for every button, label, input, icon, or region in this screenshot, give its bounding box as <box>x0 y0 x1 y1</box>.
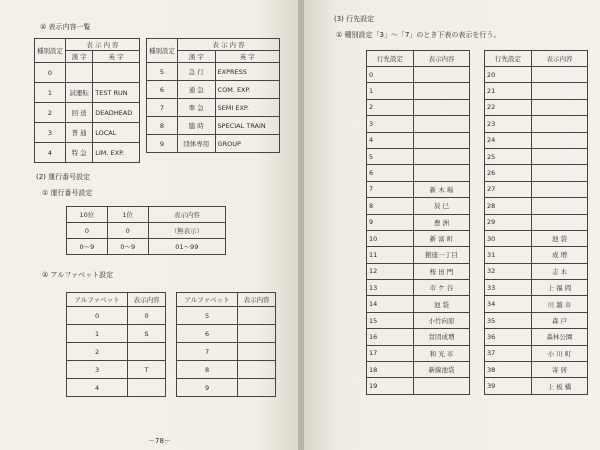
destination-row <box>367 362 470 378</box>
destination-name <box>532 116 588 132</box>
destination-row <box>367 148 470 164</box>
cell-kind: 1 <box>35 83 66 103</box>
destination-row <box>485 198 588 214</box>
header-destination: 行先設定 <box>367 51 414 67</box>
cell-eng: DEADHEAD <box>93 103 140 123</box>
destination-row <box>367 99 470 115</box>
cell-kanji: 普 通 <box>66 123 93 143</box>
cell: 0～9 <box>107 239 148 255</box>
destination-code: 35 <box>485 312 532 328</box>
cell: 7 <box>177 343 238 361</box>
section-display-list-title: ② 表示内容一覧 <box>40 23 91 31</box>
destination-table-left <box>366 50 470 395</box>
cell <box>238 343 276 361</box>
destination-row <box>367 116 470 132</box>
cell <box>238 379 276 397</box>
cell <box>238 325 276 343</box>
destination-code: 32 <box>485 263 532 279</box>
destination-name: 新 富 町 <box>414 230 470 246</box>
cell: 2 <box>67 343 128 361</box>
header-alphabet: アルファベット <box>67 293 128 307</box>
alphabet-table-1 <box>66 292 166 397</box>
destination-name: 志 木 <box>532 263 588 279</box>
destination-name <box>414 165 470 181</box>
cell-eng <box>93 63 140 83</box>
destination-row <box>485 296 588 312</box>
destination-name: 寄 居 <box>532 362 588 378</box>
header-eng: 英 字 <box>93 51 140 63</box>
destination-row <box>485 214 588 230</box>
destination-row <box>367 312 470 328</box>
destination-row <box>367 198 470 214</box>
destination-row <box>367 181 470 197</box>
destination-name <box>414 116 470 132</box>
destination-row <box>367 132 470 148</box>
cell: 0 <box>67 223 108 239</box>
cell-kind: 0 <box>35 63 66 83</box>
cell-kanji: 試運転 <box>66 83 93 103</box>
destination-row <box>367 329 470 345</box>
cell-eng: EXPRESS <box>215 63 279 81</box>
cell-kanji: 回 送 <box>66 103 93 123</box>
cell-kind: 5 <box>147 63 178 81</box>
destination-name: 小 川 町 <box>532 345 588 361</box>
destination-row <box>485 230 588 246</box>
cell-kanji: 急 行 <box>178 63 216 81</box>
cell: （無表示） <box>148 223 225 239</box>
cell: 9 <box>177 379 238 397</box>
header-display: 表示内容 <box>238 293 276 307</box>
header-display: 表示内容 <box>148 207 225 223</box>
cell: 4 <box>67 379 128 397</box>
destination-name: 池 袋 <box>414 296 470 312</box>
cell-eng: TEST RUN <box>93 83 140 103</box>
cell-eng: COM. EXP. <box>215 81 279 99</box>
destination-code: 11 <box>367 247 414 263</box>
destination-code: 19 <box>367 378 414 394</box>
destination-row <box>367 378 470 394</box>
destination-name: 森林公園 <box>532 329 588 345</box>
cell-kanji <box>66 63 93 83</box>
destination-code: 4 <box>367 132 414 148</box>
header-kind: 種別設定 <box>35 39 66 63</box>
destination-code: 37 <box>485 345 532 361</box>
type-table-1 <box>34 38 140 163</box>
destination-row <box>485 116 588 132</box>
destination-name <box>532 165 588 181</box>
cell-kind: 4 <box>35 143 66 163</box>
header-kind: 種別設定 <box>147 39 178 63</box>
destination-code: 12 <box>367 263 414 279</box>
destination-code: 21 <box>485 83 532 99</box>
destination-name: 桜 田 門 <box>414 263 470 279</box>
header-tens: 10位 <box>67 207 108 223</box>
right-page <box>304 0 600 450</box>
destination-code: 24 <box>485 132 532 148</box>
cell: 3 <box>67 361 128 379</box>
destination-code: 10 <box>367 230 414 246</box>
destination-name <box>532 132 588 148</box>
cell: 01～99 <box>148 239 225 255</box>
destination-code: 1 <box>367 83 414 99</box>
destination-name <box>414 99 470 115</box>
destination-row <box>367 230 470 246</box>
cell-kind: 8 <box>147 117 178 135</box>
header-eng: 英 字 <box>215 51 279 63</box>
destination-name <box>414 148 470 164</box>
cell-kind: 2 <box>35 103 66 123</box>
destination-row <box>485 83 588 99</box>
destination-row <box>485 280 588 296</box>
cell <box>128 379 166 397</box>
destination-name <box>532 67 588 83</box>
cell-kanji: 臨 時 <box>178 117 216 135</box>
destination-code: 36 <box>485 329 532 345</box>
cell: 5 <box>177 307 238 325</box>
destination-name <box>532 83 588 99</box>
destination-name <box>414 132 470 148</box>
destination-row <box>367 247 470 263</box>
destination-row <box>367 263 470 279</box>
destination-row <box>485 181 588 197</box>
cell-kanji: 準 急 <box>178 99 216 117</box>
destination-row <box>485 99 588 115</box>
destination-name <box>532 181 588 197</box>
destination-row <box>485 165 588 181</box>
destination-name <box>414 67 470 83</box>
destination-code: 31 <box>485 247 532 263</box>
header-ones: 1位 <box>107 207 148 223</box>
destination-code: 16 <box>367 329 414 345</box>
destination-row <box>485 247 588 263</box>
destination-name: 新 木 場 <box>414 181 470 197</box>
destination-name: 市 ケ 谷 <box>414 280 470 296</box>
cell: T <box>128 361 166 379</box>
cell <box>238 361 276 379</box>
destination-name: 新線池袋 <box>414 362 470 378</box>
destination-code: 27 <box>485 181 532 197</box>
destination-name: 和 光 市 <box>414 345 470 361</box>
cell-eng: GROUP <box>215 135 279 153</box>
destination-name: 池 袋 <box>532 230 588 246</box>
cell: 0 <box>128 307 166 325</box>
destination-code: 0 <box>367 67 414 83</box>
section-run-number-sub: ① 運行番号設定 <box>42 189 93 197</box>
destination-row <box>367 214 470 230</box>
destination-code: 38 <box>485 362 532 378</box>
header-kanji: 漢 字 <box>66 51 93 63</box>
destination-name: 辰 巳 <box>414 198 470 214</box>
destination-code: 18 <box>367 362 414 378</box>
destination-code: 5 <box>367 148 414 164</box>
page-number: －78－ <box>148 437 171 445</box>
destination-name: 豊 洲 <box>414 214 470 230</box>
destination-row <box>367 296 470 312</box>
destination-code: 28 <box>485 198 532 214</box>
destination-row <box>367 165 470 181</box>
destination-code: 14 <box>367 296 414 312</box>
cell: 8 <box>177 361 238 379</box>
destination-code: 22 <box>485 99 532 115</box>
cell: S <box>128 325 166 343</box>
destination-name: 営団成増 <box>414 329 470 345</box>
cell: 1 <box>67 325 128 343</box>
destination-row <box>367 345 470 361</box>
destination-code: 25 <box>485 148 532 164</box>
cell-kind: 3 <box>35 123 66 143</box>
header-kanji: 漢 字 <box>178 51 216 63</box>
cell <box>238 307 276 325</box>
destination-code: 6 <box>367 165 414 181</box>
destination-name: 上 福 岡 <box>532 280 588 296</box>
destination-code: 13 <box>367 280 414 296</box>
type-table-2 <box>146 38 280 153</box>
header-display: 表示内容 <box>532 51 588 67</box>
alphabet-table-2 <box>176 292 276 397</box>
section-run-number-title: (2) 運行番号設定 <box>36 173 91 181</box>
header-display: 表示内容 <box>414 51 470 67</box>
destination-name: 上 板 橋 <box>532 378 588 394</box>
destination-row <box>485 312 588 328</box>
destination-row <box>485 362 588 378</box>
cell-eng: SPECIAL TRAIN <box>215 117 279 135</box>
destination-code: 33 <box>485 280 532 296</box>
cell: 0 <box>67 307 128 325</box>
header-display: 表 示 内 容 <box>178 39 280 51</box>
cell-kanji: 特 急 <box>66 143 93 163</box>
destination-row <box>485 378 588 394</box>
cell: 6 <box>177 325 238 343</box>
cell-kind: 9 <box>147 135 178 153</box>
section-destination-sub: ① 種別設定「3」～「7」のとき下表の表示を行う。 <box>336 31 501 39</box>
header-display: 表示内容 <box>128 293 166 307</box>
destination-name <box>414 378 470 394</box>
header-alphabet: アルファベット <box>177 293 238 307</box>
cell: 0 <box>107 223 148 239</box>
cell-eng: LOCAL <box>93 123 140 143</box>
header-display: 表 示 内 容 <box>66 39 140 51</box>
destination-code: 29 <box>485 214 532 230</box>
destination-name: 成 増 <box>532 247 588 263</box>
destination-code: 2 <box>367 99 414 115</box>
destination-row <box>367 280 470 296</box>
cell-kind: 6 <box>147 81 178 99</box>
destination-name <box>532 198 588 214</box>
section-destination-title: (3) 行先設定 <box>334 15 375 23</box>
destination-row <box>367 83 470 99</box>
destination-row <box>485 132 588 148</box>
destination-code: 9 <box>367 214 414 230</box>
header-destination: 行先設定 <box>485 51 532 67</box>
destination-row <box>485 345 588 361</box>
destination-code: 20 <box>485 67 532 83</box>
destination-name <box>532 214 588 230</box>
destination-code: 39 <box>485 378 532 394</box>
destination-code: 7 <box>367 181 414 197</box>
destination-name <box>532 148 588 164</box>
destination-name <box>532 99 588 115</box>
destination-name <box>414 83 470 99</box>
destination-name: 森 戸 <box>532 312 588 328</box>
cell <box>128 343 166 361</box>
destination-row <box>485 263 588 279</box>
destination-code: 26 <box>485 165 532 181</box>
destination-code: 3 <box>367 116 414 132</box>
destination-code: 23 <box>485 116 532 132</box>
destination-name: 小竹向原 <box>414 312 470 328</box>
destination-table-right <box>484 50 588 395</box>
cell-eng: LIM. EXP. <box>93 143 140 163</box>
cell: 0～9 <box>67 239 108 255</box>
cell-eng: SEMI EXP. <box>215 99 279 117</box>
destination-row <box>485 329 588 345</box>
destination-code: 17 <box>367 345 414 361</box>
cell-kind: 7 <box>147 99 178 117</box>
destination-name: 川 越 市 <box>532 296 588 312</box>
run-number-table <box>66 206 226 255</box>
destination-code: 15 <box>367 312 414 328</box>
destination-row <box>367 67 470 83</box>
cell-kanji: 通 急 <box>178 81 216 99</box>
destination-name: 銀座一丁目 <box>414 247 470 263</box>
destination-code: 30 <box>485 230 532 246</box>
destination-code: 8 <box>367 198 414 214</box>
cell-kanji: 団体専用 <box>178 135 216 153</box>
destination-row <box>485 67 588 83</box>
destination-row <box>485 148 588 164</box>
section-alphabet-sub: ② アルファベット設定 <box>42 271 114 279</box>
destination-code: 34 <box>485 296 532 312</box>
